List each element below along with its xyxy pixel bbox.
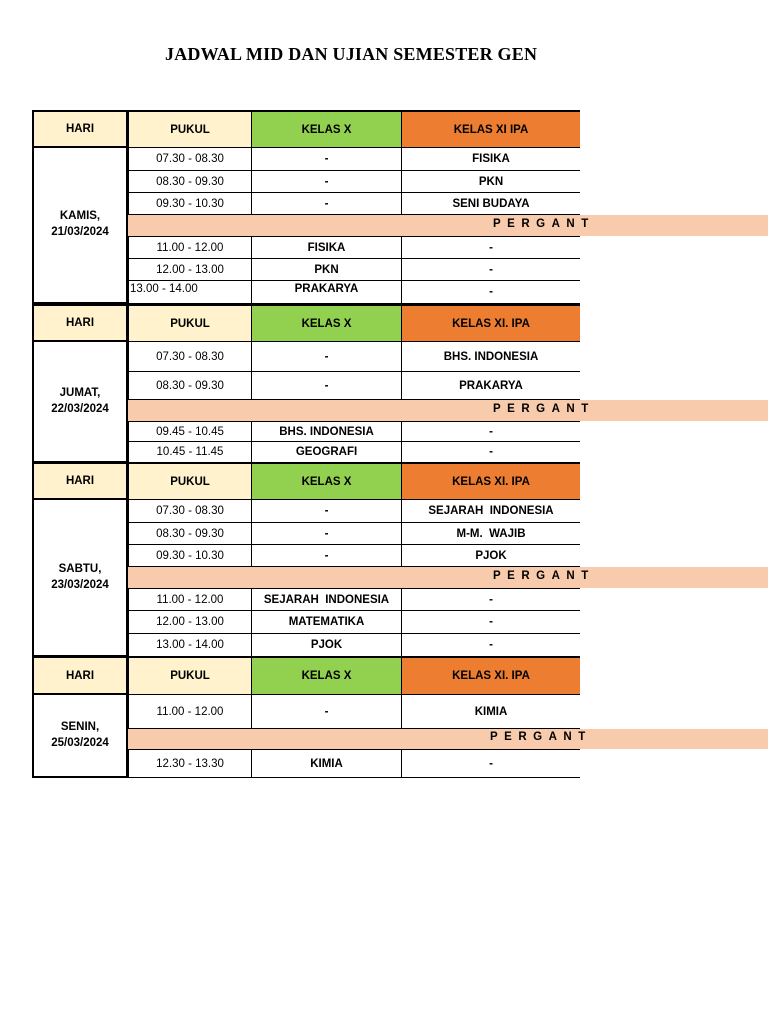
break-label: PERGANT — [490, 731, 592, 743]
time-cell: 11.00 - 12.00 — [127, 588, 252, 611]
break-row — [128, 729, 768, 749]
header-hari: HARI — [32, 110, 128, 148]
kelas-x-cell: PJOK — [251, 633, 402, 657]
day-cell-senin — [32, 695, 128, 778]
kelas-xi-cell: PRAKARYA — [401, 371, 580, 400]
kelas-xi-cell: KIMIA — [401, 694, 580, 729]
kelas-xi-cell: - — [401, 236, 580, 259]
kelas-xi-cell: - — [401, 441, 580, 463]
kelas-xi-cell: - — [401, 633, 580, 657]
kelas-xi-cell: SENI BUDAYA — [401, 192, 580, 215]
header-kelas-x: KELAS X — [251, 110, 402, 148]
time-cell: 08.30 - 09.30 — [127, 522, 252, 545]
kelas-xi-cell: M-M. WAJIB — [401, 522, 580, 545]
kelas-x-cell: MATEMATIKA — [251, 610, 402, 634]
header-kelas-x: KELAS X — [251, 304, 402, 342]
day-cell-kamis — [32, 148, 128, 304]
header-pukul: PUKUL — [127, 304, 252, 342]
header-pukul: PUKUL — [127, 462, 252, 500]
kelas-xi-cell: SEJARAH INDONESIA — [401, 499, 580, 523]
kelas-x-cell: PRAKARYA — [251, 280, 402, 304]
time-cell: 07.30 - 08.30 — [127, 341, 252, 372]
time-cell: 09.45 - 10.45 — [127, 421, 252, 442]
break-label: PERGANT — [493, 570, 595, 582]
kelas-x-cell: FISIKA — [251, 236, 402, 259]
kelas-xi-cell: - — [401, 280, 580, 304]
time-cell: 11.00 - 12.00 — [127, 694, 252, 729]
kelas-xi-cell: - — [401, 421, 580, 442]
break-row — [128, 400, 768, 421]
day-date: 22/03/2024 — [51, 402, 109, 415]
header-kelas-x: KELAS X — [251, 462, 402, 500]
kelas-xi-cell: PKN — [401, 170, 580, 193]
kelas-x-cell: - — [251, 499, 402, 523]
kelas-xi-cell: FISIKA — [401, 147, 580, 171]
kelas-xi-cell: PJOK — [401, 544, 580, 567]
day-date: 25/03/2024 — [51, 736, 109, 749]
day-name: KAMIS, — [59, 210, 101, 223]
time-cell: 08.30 - 09.30 — [127, 371, 252, 400]
day-cell-sabtu — [32, 500, 128, 657]
kelas-x-cell: - — [251, 170, 402, 193]
header-kelas-xi: KELAS XI. IPA — [401, 462, 580, 500]
kelas-xi-cell: - — [401, 610, 580, 634]
time-cell: 13.00 - 14.00 — [127, 633, 252, 657]
day-name: JUMAT, — [59, 386, 101, 399]
kelas-xi-cell: - — [401, 258, 580, 281]
kelas-x-cell: BHS. INDONESIA — [251, 421, 402, 442]
kelas-x-cell: - — [251, 341, 402, 372]
day-name: SABTU, — [58, 562, 102, 575]
header-kelas-x: KELAS X — [251, 656, 402, 695]
kelas-xi-cell: - — [401, 588, 580, 611]
kelas-x-cell: GEOGRAFI — [251, 441, 402, 463]
kelas-x-cell: PKN — [251, 258, 402, 281]
break-row — [128, 215, 768, 236]
kelas-x-cell: - — [251, 371, 402, 400]
time-cell: 07.30 - 08.30 — [127, 499, 252, 523]
kelas-x-cell: - — [251, 694, 402, 729]
kelas-x-cell: SEJARAH INDONESIA — [251, 588, 402, 611]
header-hari: HARI — [32, 656, 128, 695]
day-name: SENIN, — [60, 720, 100, 733]
time-cell: 12.00 - 13.00 — [127, 610, 252, 634]
header-kelas-xi: KELAS XI. IPA — [401, 304, 580, 342]
header-kelas-xi: KELAS XI IPA — [401, 110, 580, 148]
kelas-xi-cell: BHS. INDONESIA — [401, 341, 580, 372]
time-cell: 11.00 - 12.00 — [127, 236, 252, 259]
break-label: PERGANT — [493, 218, 595, 230]
time-cell: 13.00 - 14.00 — [127, 280, 252, 304]
header-pukul: PUKUL — [127, 110, 252, 148]
kelas-x-cell: KIMIA — [251, 749, 402, 778]
kelas-x-cell: - — [251, 544, 402, 567]
kelas-x-cell: - — [251, 192, 402, 215]
day-date: 21/03/2024 — [51, 226, 109, 238]
time-cell: 08.30 - 09.30 — [127, 170, 252, 193]
time-cell: 09.30 - 10.30 — [127, 192, 252, 215]
header-hari: HARI — [32, 462, 128, 500]
header-kelas-xi: KELAS XI. IPA — [401, 656, 580, 695]
time-cell: 10.45 - 11.45 — [127, 441, 252, 463]
kelas-x-cell: - — [251, 147, 402, 171]
kelas-xi-cell: - — [401, 749, 580, 778]
day-cell-jumat — [32, 342, 128, 463]
kelas-x-cell: - — [251, 522, 402, 545]
page-title: JADWAL MID DAN UJIAN SEMESTER GEN — [165, 44, 538, 64]
break-label: PERGANT — [493, 403, 595, 415]
time-cell: 09.30 - 10.30 — [127, 544, 252, 567]
day-date: 23/03/2024 — [51, 578, 109, 591]
time-cell: 07.30 - 08.30 — [127, 147, 252, 171]
header-hari: HARI — [32, 304, 128, 342]
header-pukul: PUKUL — [127, 656, 252, 695]
time-cell: 12.30 - 13.30 — [127, 749, 252, 778]
break-row — [128, 567, 768, 588]
time-cell: 12.00 - 13.00 — [127, 258, 252, 281]
